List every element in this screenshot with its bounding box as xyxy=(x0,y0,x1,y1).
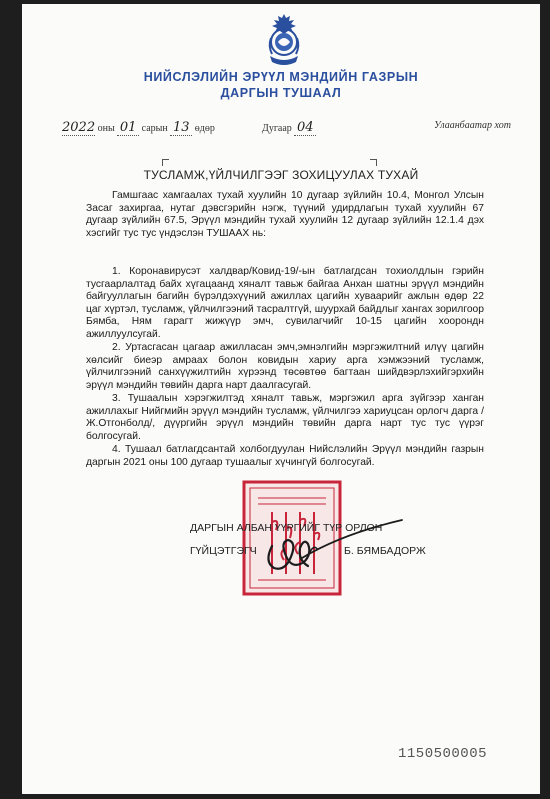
date-day-suffix: өдөр xyxy=(194,123,215,134)
order-item-4: 4. Тушаал батлагдсантай холбогдуулан Нийслэлийн Эрүүл мэндийн газрын даргын 2021 оны 100 дугаар тушаалыг хүчингүй болгосугай. xyxy=(86,444,484,468)
intro-paragraph xyxy=(86,190,484,240)
state-emblem-icon xyxy=(262,12,306,68)
signatory-role: ГҮЙЦЭТГЭГЧ xyxy=(190,545,257,557)
order-item-2: 2. Уртасгасан цагаар ажилласан эмч,эмнэлгийн мэргэжилтний илүү цагийн хөлсийг биеэр амраах болон ковидын хариу арга хэмжээний тусламж, үйлчилгээний санхүүжилтийн хүрээнд төсөвтөө багтаан шийдвэрлэхийгэрхийн эрүүл мэндийн төвийн дарга нарт даалгасугай. xyxy=(86,342,484,391)
document-date xyxy=(62,120,215,136)
document-serial-number: 1150500005 xyxy=(398,746,488,762)
date-month: 01 xyxy=(117,120,139,136)
subject-bracket-left xyxy=(162,159,169,166)
document-page xyxy=(22,4,540,794)
signatory-title: ДАРГЫН АЛБАН ҮҮРГИЙГ ТҮР ОРЛОН xyxy=(190,522,383,534)
date-month-suffix: сарын xyxy=(141,123,168,134)
date-year: 2022 xyxy=(62,120,96,135)
signatory-name: Б. БЯМБАДОРЖ xyxy=(344,545,426,557)
number-label: Дугаар xyxy=(262,123,292,134)
subject-bracket-right xyxy=(370,159,377,166)
document-subject: ТУСЛАМЖ,ҮЙЛЧИЛГЭЭГ ЗОХИЦУУЛАХ ТУХАЙ xyxy=(143,168,419,182)
handwritten-signature xyxy=(252,504,422,584)
org-name: НИЙСЛЭЛИЙН ЭРҮҮЛ МЭНДИЙН ГАЗРЫН xyxy=(143,70,419,84)
intro-text: Гамшгаас хамгаалах тухай хуулийн 10 дугаар зүйлийн 10.4, Монгол Улсын Засаг захиргаа, нутаг дэвсгэрийн нэгж, түүний удирдлагын тухай хуулийн 67 дугаар зүйлийн 67.5, Эрүүл мэндийн тухай хуулийн 12 дугаар зүйлийн 12.1.4 дэх хэсгийг тус тус үндэслэн ТУШААХ нь: xyxy=(86,190,484,239)
order-item-3: 3. Тушаалын хэрэгжилтэд хяналт тавьж, мэргэжил арга зүйгээр ханган ажиллахыг Нийгмийн эрүүл мэндийн тусламж, үйлчилгээ хариуцсан орлогч дарга /Ж.Отгонболд/, дүүргийн эрүүл мэндийн төвийн дарга нарт тус тус үүрэг болгосугай. xyxy=(86,393,484,442)
document-number xyxy=(262,120,316,136)
number-value: 04 xyxy=(294,120,316,136)
date-year-suffix: оны xyxy=(97,123,115,134)
document-type: ДАРГЫН ТУШААЛ xyxy=(220,86,342,100)
order-item-1: 1. Коронавирусэт халдвар/Ковид-19/-ын батлагдсан тохиолдлын гэрийн тусгаарлалтад байх хүгацаанд хяналт тавьж байгаа Анхан шатны эрүүл мэндийн байгууллагын багийн бүрэлдэхүүний ажиллах цагийн хуваарийг ажлын өдөр 22 цаг хүртэл, тусламж, үйлчилгээний тасралтгүй, шуурхай байдлыг хангах зорилгоор Бямба, Ням гарагт жижүүр эмч, сувилагчийг 10-15 цагийн хоорондн ажиллуулсугай. xyxy=(86,266,484,340)
date-day: 13 xyxy=(170,120,192,136)
order-items xyxy=(86,266,484,470)
document-place: Улаанбаатар хот xyxy=(434,120,511,131)
